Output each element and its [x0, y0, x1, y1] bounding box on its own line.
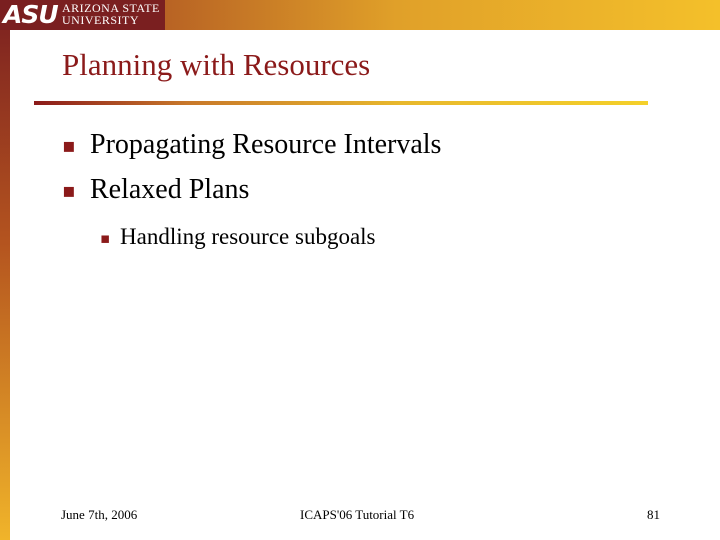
slide-title: Planning with Resources — [62, 47, 371, 82]
bullet-text: Propagating Resource Intervals — [90, 129, 442, 160]
footer-date: June 7th, 2006 — [61, 507, 138, 522]
bullet-item — [62, 126, 441, 171]
square-bullet-icon: ▪ — [100, 229, 111, 247]
asu-logo — [0, 0, 165, 30]
content-area — [10, 30, 720, 540]
square-bullet-icon: ▪ — [62, 133, 76, 157]
asu-logo-wordmark — [62, 2, 160, 26]
bullet-text: Relaxed Plans — [90, 174, 250, 205]
sub-bullet-text: Handling resource subgoals — [120, 224, 376, 249]
logo-line-1: ARIZONA STATE — [62, 1, 160, 15]
bullet-item — [62, 171, 441, 216]
page-number: 81 — [647, 507, 660, 522]
logo-line-2: UNIVERSITY — [62, 13, 139, 27]
square-bullet-icon: ▪ — [62, 178, 76, 202]
asu-logo-mark: ASU — [3, 0, 58, 29]
footer-event: ICAPS'06 Tutorial T6 — [300, 507, 415, 522]
bullet-list — [62, 126, 441, 256]
title-underline — [34, 101, 648, 105]
sub-bullet-item — [100, 218, 441, 256]
left-banner — [0, 0, 10, 540]
